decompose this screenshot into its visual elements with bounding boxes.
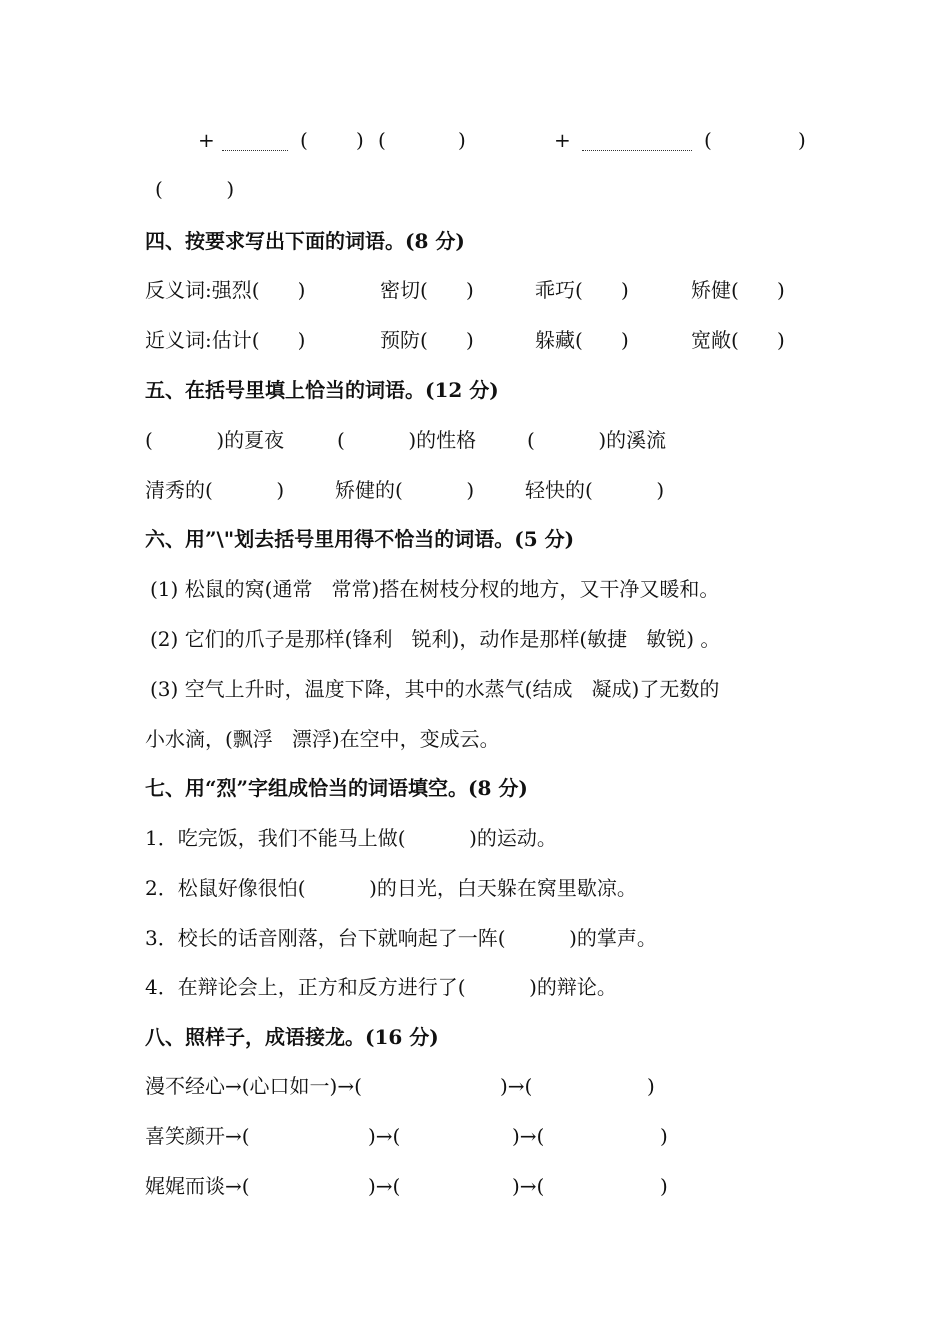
fill-phrase[interactable]: 矫健的( ) — [335, 478, 475, 502]
question-item-continued[interactable]: 小水滴，(飘浮 漂浮)在空中，变成云。 — [145, 727, 500, 751]
question-item[interactable]: (3) 空气上升时，温度下降，其中的水蒸气(结成 凝成)了无数的 — [150, 677, 720, 701]
fill-phrase[interactable]: 轻快的( ) — [525, 478, 665, 502]
paren-open: ( — [300, 128, 308, 152]
question-item[interactable]: (1) 松鼠的窝(通常 常常)搭在树枝分杈的地方，又干净又暖和。 — [150, 577, 720, 601]
idiom-chain-end[interactable]: ) — [660, 1124, 668, 1148]
idiom-chain-end[interactable]: ) — [660, 1174, 668, 1198]
idiom-chain-start: 喜笑颜开→( — [145, 1124, 250, 1148]
idiom-chain-start: 漫不经心→(心口如一)→( — [145, 1074, 362, 1098]
paren-open: ( — [378, 128, 386, 152]
fill-phrase[interactable]: ( )的性格 — [337, 428, 477, 452]
antonym-item[interactable]: 密切( ) — [380, 278, 474, 302]
antonym-item[interactable]: 矫健( ) — [691, 278, 785, 302]
paren-close: ) — [798, 128, 806, 152]
idiom-chain-link[interactable]: )→( — [368, 1124, 401, 1148]
paren-open: ( — [704, 128, 712, 152]
idiom-chain-start: 娓娓而谈→( — [145, 1174, 250, 1198]
section-7-heading: 七、用“烈”字组成恰当的词语填空。(8 分) — [145, 776, 528, 800]
fill-sentence[interactable]: 4．在辩论会上，正方和反方进行了( )的辩论。 — [145, 975, 617, 999]
synonym-item[interactable]: 躲藏( ) — [535, 328, 629, 352]
idiom-chain-link[interactable]: )→( — [512, 1174, 545, 1198]
dotted-blank[interactable] — [582, 136, 692, 151]
fill-sentence[interactable]: 2．松鼠好像很怕( )的日光，白天躲在窝里歇凉。 — [145, 876, 637, 900]
fill-phrase[interactable]: 清秀的( ) — [145, 478, 285, 502]
fill-sentence[interactable]: 1．吃完饭，我们不能马上做( )的运动。 — [145, 826, 557, 850]
plus-sign: + — [554, 128, 571, 152]
antonym-item[interactable]: 乖巧( ) — [535, 278, 629, 302]
idiom-chain-link[interactable]: )→( — [368, 1174, 401, 1198]
synonym-item[interactable]: 预防( ) — [380, 328, 474, 352]
fill-phrase[interactable]: ( )的溪流 — [527, 428, 667, 452]
antonym-item[interactable]: 反义词:强烈( ) — [145, 278, 306, 302]
fill-sentence[interactable]: 3．校长的话音刚落，台下就响起了一阵( )的掌声。 — [145, 926, 657, 950]
section-4-heading: 四、按要求写出下面的词语。(8 分) — [145, 229, 465, 253]
question-item[interactable]: (2) 它们的爪子是那样(锋利 锐利)，动作是那样(敏捷 敏锐) 。 — [150, 627, 721, 651]
blank-parens[interactable]: ( ) — [155, 177, 235, 201]
dotted-blank[interactable] — [222, 136, 288, 151]
section-5-heading: 五、在括号里填上恰当的词语。(12 分) — [145, 378, 499, 402]
idiom-chain-end[interactable]: ) — [647, 1074, 655, 1098]
fill-phrase[interactable]: ( )的夏夜 — [145, 428, 285, 452]
section-8-heading: 八、照样子，成语接龙。(16 分) — [145, 1025, 439, 1049]
idiom-chain-link[interactable]: )→( — [512, 1124, 545, 1148]
idiom-chain-link[interactable]: )→( — [500, 1074, 533, 1098]
section-6-heading: 六、用”\"划去括号里用得不恰当的词语。(5 分) — [145, 527, 575, 551]
plus-sign: + — [198, 128, 215, 152]
paren-close: ) — [458, 128, 466, 152]
synonym-item[interactable]: 近义词:估计( ) — [145, 328, 306, 352]
synonym-item[interactable]: 宽敞( ) — [691, 328, 785, 352]
paren-close: ) — [356, 128, 364, 152]
